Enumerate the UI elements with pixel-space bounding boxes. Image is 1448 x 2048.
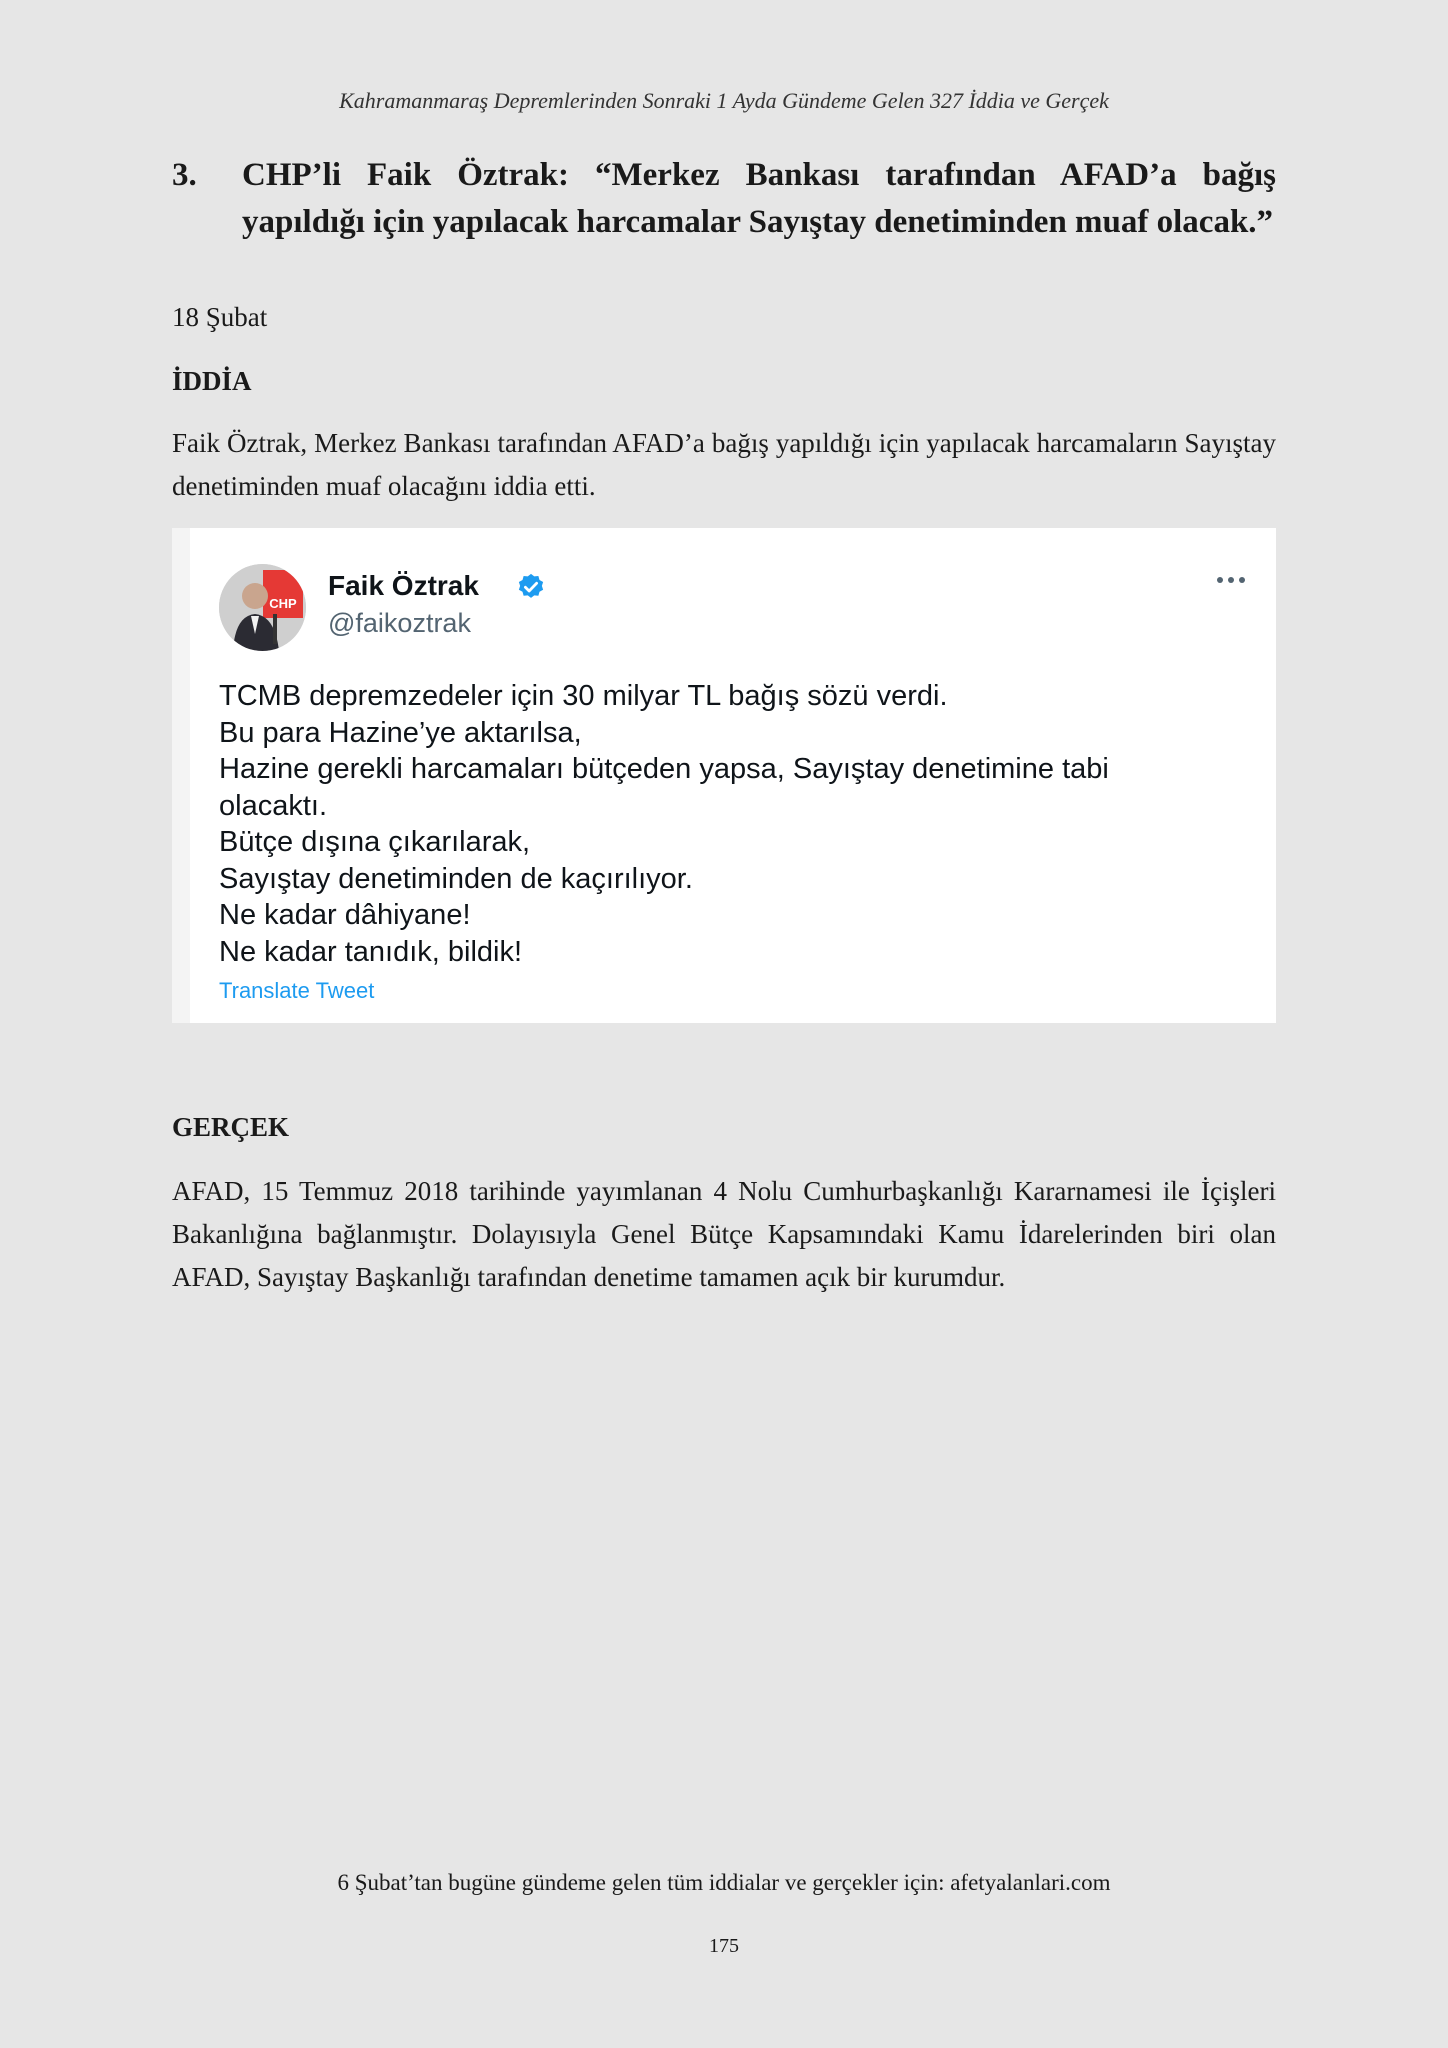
avatar[interactable] bbox=[219, 564, 306, 651]
author-handle[interactable]: @faikoztrak bbox=[328, 608, 471, 638]
tweet-screenshot bbox=[172, 528, 1276, 1023]
running-header: Kahramanmaraş Depremlerinden Sonraki 1 Ayda Gündeme Gelen 327 İddia ve Gerçek bbox=[339, 88, 1109, 113]
fact-label: GERÇEK bbox=[172, 1112, 290, 1142]
tweet-left-margin bbox=[172, 528, 190, 1023]
verified-badge-icon bbox=[516, 572, 546, 602]
item-title: CHP’li Faik Öztrak: “Merkez Bankası tarafından AFAD’a bağış yapıldığı için yapılacak harcamalar Sayıştay denetiminden muaf olacak.” bbox=[242, 157, 1276, 240]
more-options-icon[interactable] bbox=[1216, 574, 1246, 586]
claim-label: İDDİA bbox=[172, 366, 252, 396]
fact-text: AFAD, 15 Temmuz 2018 tarihinde yayımlanan 4 Nolu Cumhurbaşkanlığı Kararnamesi ile İçişleri Bakanlığına bağlanmıştır. Dolayısıyla Genel Bütçe Kapsamındaki Kamu İdarelerinden biri olan AFAD, Sayıştay Başkanlığı tarafından denetime tamamen açık bir kurumdur. bbox=[172, 1176, 1276, 1292]
item-date: 18 Şubat bbox=[172, 302, 268, 332]
avatar-badge-text: CHP bbox=[269, 596, 297, 611]
claim-text: Faik Öztrak, Merkez Bankası tarafından AFAD’a bağış yapıldığı için yapılacak harcamaların Sayıştay denetiminden muaf olacağını iddia etti. bbox=[172, 428, 1276, 501]
footer-note: 6 Şubat’tan bugüne gündeme gelen tüm iddialar ve gerçekler için: afetyalanlari.com bbox=[337, 1870, 1111, 1895]
translate-tweet-link[interactable]: Translate Tweet bbox=[219, 978, 375, 1003]
item-number: 3. bbox=[172, 157, 197, 193]
author-name[interactable]: Faik Öztrak bbox=[328, 570, 479, 601]
item-heading bbox=[172, 152, 1276, 246]
page-number: 175 bbox=[709, 1935, 739, 1957]
tweet-text: TCMB depremzedeler için 30 milyar TL bağış sözü verdi. Bu para Hazine’ye aktarılsa, Hazine gerekli harcamaları bütçeden yapsa, Sayıştay denetimine tabi olacaktı. Bütçe dışına çıkarılarak, Sayıştay denetiminden de kaçırılıyor. Ne kadar dâhiyane! Ne kadar tanıdık, bildik! bbox=[219, 680, 1109, 968]
avatar-portrait-icon bbox=[219, 564, 306, 651]
